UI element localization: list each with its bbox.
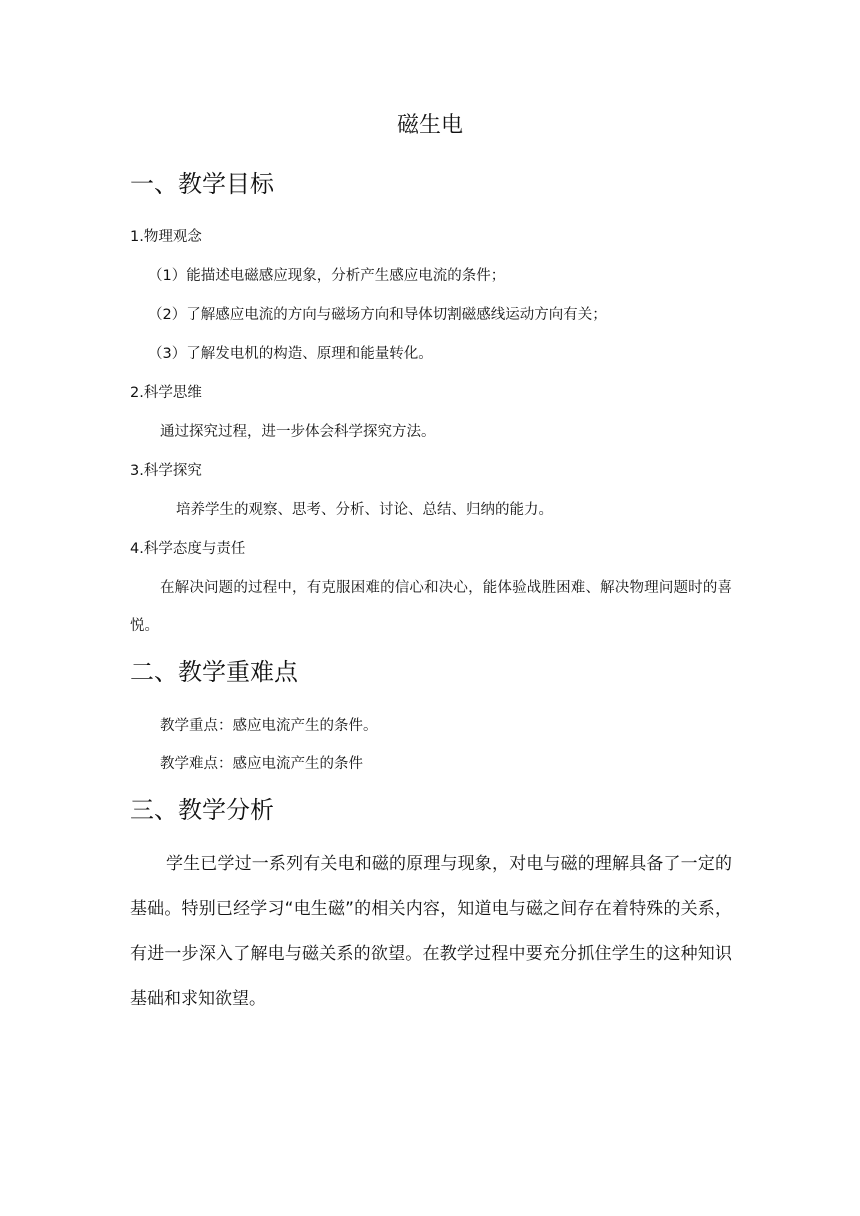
- subsection-label-attitude-responsibility: 4.科学态度与责任: [130, 541, 246, 557]
- attitude-responsibility-text: 在解决问题的过程中，有克服困难的信心和决心，能体验战胜困难、解决物理问题时的喜悦。: [130, 580, 732, 634]
- document-title: 磁生电: [396, 113, 463, 138]
- section-heading-objectives: 一、教学目标: [130, 170, 274, 198]
- section-heading-teaching-analysis: 三、教学分析: [130, 796, 274, 824]
- subsection-label-physics-concept: 1.物理观念: [130, 229, 202, 245]
- objective-item-1: （1）能描述电磁感应现象，分析产生感应电流的条件；: [148, 268, 506, 284]
- difficult-point-text: 教学难点：感应电流产生的条件: [160, 756, 363, 772]
- teaching-analysis-paragraph: 学生已学过一系列有关电和磁的原理与现象，对电与磁的理解具备了一定的基础。特别已经学习“电生磁”的相关内容，知道电与磁之间存在着特殊的关系，有进一步深入了解电与磁关系的欲望。在教学过程中要充分抓住学生的这种知识基础和求知欲望。: [130, 854, 732, 1009]
- subsection-label-scientific-thinking: 2.科学思维: [130, 385, 202, 401]
- key-point-text: 教学重点：感应电流产生的条件。: [160, 718, 378, 734]
- subsection-label-scientific-inquiry: 3.科学探究: [130, 463, 202, 479]
- scientific-inquiry-text: 培养学生的观察、思考、分析、讨论、总结、归纳的能力。: [176, 502, 553, 518]
- objective-item-3: （3）了解发电机的构造、原理和能量转化。: [148, 346, 433, 362]
- objective-item-2: （2）了解感应电流的方向与磁场方向和导体切割磁感线运动方向有关；: [148, 307, 607, 323]
- section-heading-key-difficult-points: 二、教学重难点: [130, 658, 298, 686]
- scientific-thinking-text: 通过探究过程，进一步体会科学探究方法。: [160, 424, 436, 440]
